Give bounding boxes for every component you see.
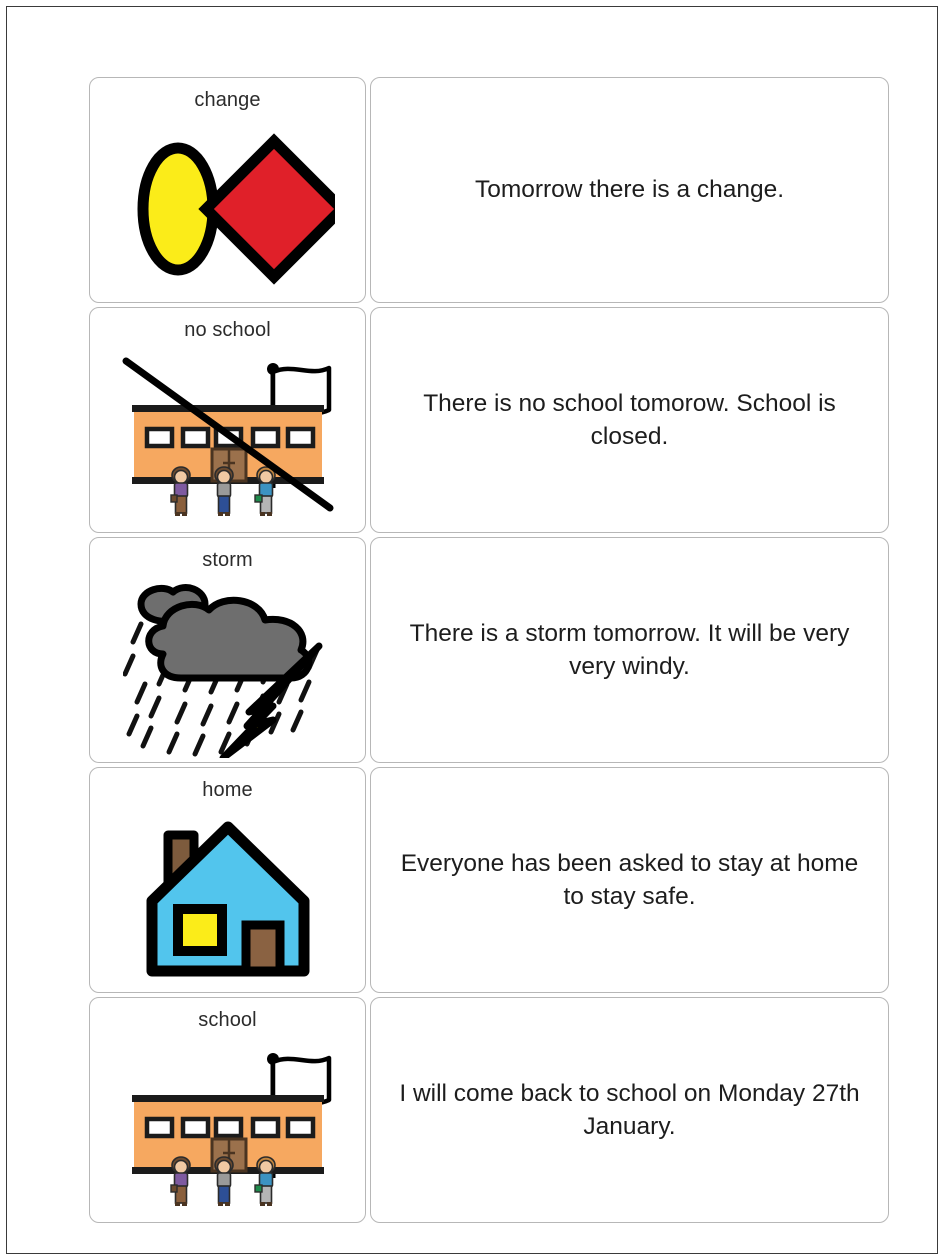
symbol-card-storm[interactable] [89, 537, 366, 763]
text-card-school[interactable] [370, 997, 889, 1223]
board-row [89, 997, 889, 1223]
storm-symbol-icon [90, 575, 365, 762]
symbol-label: change [194, 89, 261, 111]
symbol-card-no-school[interactable] [89, 307, 366, 533]
sentence-text: Everyone has been asked to stay at home to stay safe. [400, 849, 859, 910]
text-card-home[interactable] [370, 767, 889, 993]
board-row [89, 537, 889, 763]
symbol-label: storm [202, 549, 253, 571]
page-sheet [6, 6, 938, 1254]
home-symbol-icon [90, 805, 365, 992]
symbol-board [89, 77, 889, 1223]
symbol-card-change[interactable] [89, 77, 366, 303]
symbol-label: home [202, 779, 253, 801]
text-card-storm[interactable] [370, 537, 889, 763]
board-row [89, 307, 889, 533]
board-row [89, 767, 889, 993]
sentence-text: I will come back to school on Monday 27th January. [399, 1079, 860, 1140]
symbol-label: no school [184, 319, 271, 341]
board-row [89, 77, 889, 303]
symbol-card-home[interactable] [89, 767, 366, 993]
sentence-text: There is no school tomorow. School is closed. [423, 389, 836, 450]
no-school-symbol-icon [90, 345, 365, 532]
change-symbol-icon [90, 115, 365, 302]
sentence-text: There is a storm tomorrow. It will be very very windy. [409, 619, 850, 680]
school-symbol-icon [90, 1035, 365, 1222]
text-card-no-school[interactable] [370, 307, 889, 533]
symbol-label: school [198, 1009, 257, 1031]
sentence-text: Tomorrow there is a change. [474, 176, 785, 204]
text-card-change[interactable] [370, 77, 889, 303]
symbol-card-school[interactable] [89, 997, 366, 1223]
